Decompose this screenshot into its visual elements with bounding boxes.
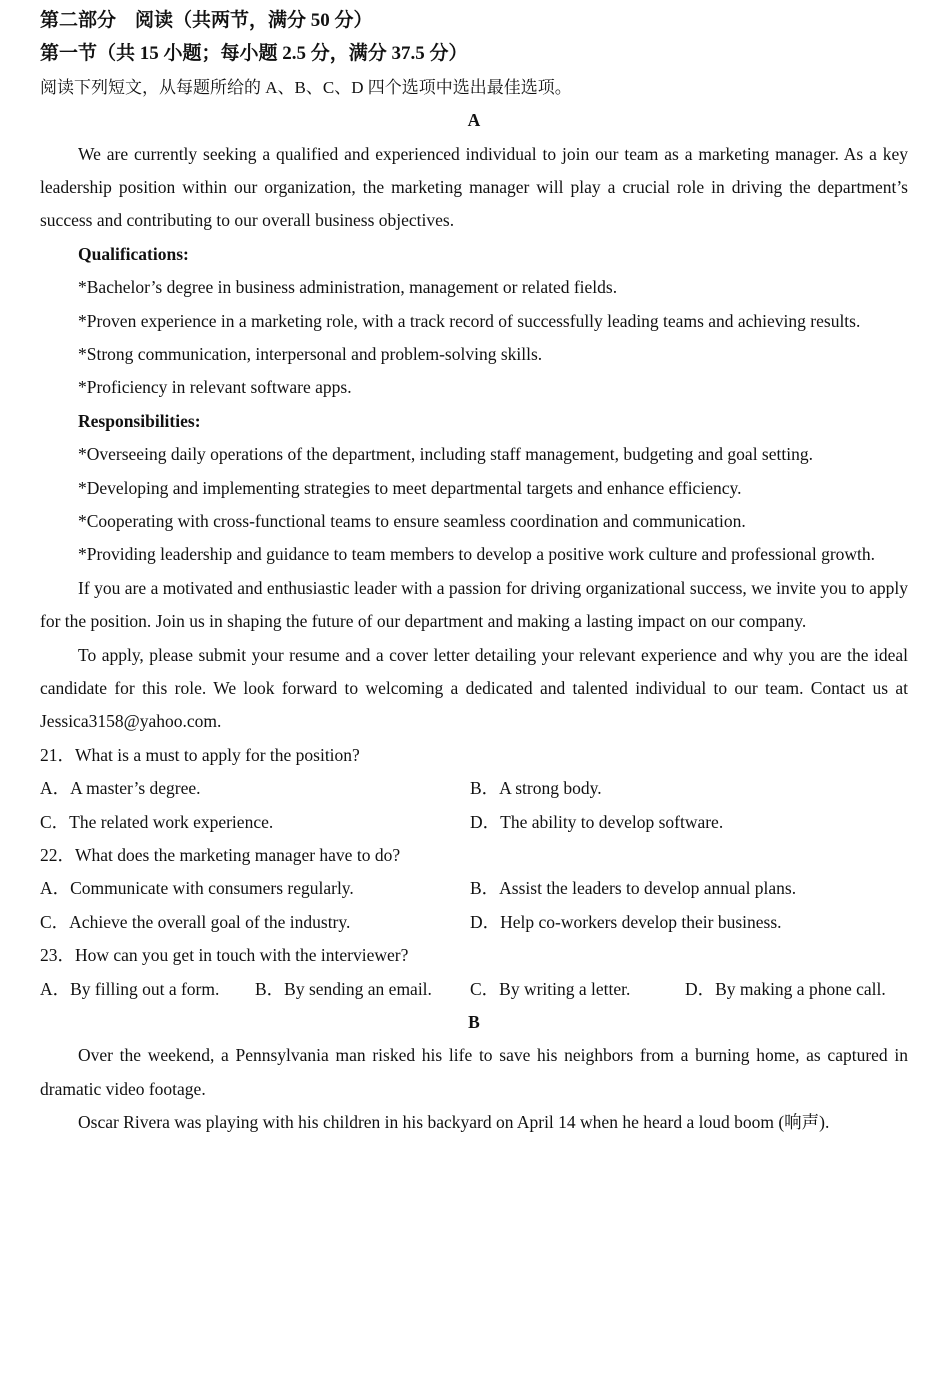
section-title: 第一节（共 15 小题；每小题 2.5 分，满分 37.5 分）: [40, 43, 468, 65]
passage-b-paragraph: Over the weekend, a Pennsylvania man risked his life to save his neighbors from a burning home, as captured in dramatic video footage.: [40, 1045, 908, 1099]
qualification-item: *Strong communication, interpersonal and problem-solving skills.: [78, 343, 543, 364]
option-b[interactable]: B．Assist the leaders to develop annual plans.: [470, 878, 797, 899]
qualification-item: *Proven experience in a marketing role, with a track record of successfully leading teams and achieving results.: [78, 310, 861, 331]
passage-a-invite: If you are a motivated and enthusiastic leader with a passion for driving organizational success, we invite you to apply for the position. Join us in shaping the future of our department and making a lasting impact on our company.: [40, 577, 908, 632]
passage-a-apply: To apply, please submit your resume and a cover letter detailing your relevant experience and why you are the ideal candidate for this role. We look forward to welcoming a dedicated and talented individual to our team. Contact us at Jessica3158@yahoo.com.: [40, 644, 908, 732]
question-23-options: [40, 973, 908, 1006]
responsibility-item: *Overseeing daily operations of the department, including staff management, budgeting and goal setting.: [78, 444, 813, 465]
instructions: 阅读下列短文，从每题所给的 A、B、C、D 四个选项中选出最佳选项。: [40, 77, 572, 97]
responsibility-item: *Cooperating with cross-functional teams to ensure seamless coordination and communication.: [78, 511, 746, 531]
option-d[interactable]: D．By making a phone call.: [685, 978, 886, 999]
question-22-options: [40, 872, 908, 905]
part-title: 第二部分 阅读（共两节，满分 50 分）: [40, 10, 373, 31]
passage-a-label: A: [467, 110, 481, 131]
passage-a-intro: We are currently seeking a qualified and experienced individual to join our team as a marketing manager. As a key leadership position within our organization, the marketing manager will play a crucial role in driving the department’s success and contributing to our overall business objectives.: [40, 143, 908, 231]
option-a[interactable]: A．A master’s degree.: [40, 778, 201, 799]
question-21-stem: 21．What is a must to apply for the position?: [40, 744, 360, 765]
question-23-stem: 23．How can you get in touch with the interviewer?: [40, 945, 409, 966]
responsibility-item: *Developing and implementing strategies to meet departmental targets and enhance efficiency.: [78, 477, 742, 498]
question-22-options-row2: [40, 906, 908, 939]
option-a[interactable]: A．Communicate with consumers regularly.: [40, 878, 354, 899]
responsibility-item: *Providing leadership and guidance to team members to develop a positive work culture and professional growth.: [78, 544, 876, 565]
option-d[interactable]: D．Help co-workers develop their business.: [470, 911, 782, 932]
option-c[interactable]: C．The related work experience.: [40, 811, 274, 832]
responsibilities-heading: Responsibilities:: [78, 410, 201, 431]
passage-b-paragraph: Oscar Rivera was playing with his children in his backyard on April 14 when he heard a loud boom (响声).: [78, 1112, 830, 1133]
option-c[interactable]: C．By writing a letter.: [470, 978, 631, 999]
option-b[interactable]: B．By sending an email.: [255, 978, 432, 999]
qualification-item: *Proficiency in relevant software apps.: [78, 377, 352, 398]
qualification-item: *Bachelor’s degree in business administration, management or related fields.: [78, 277, 618, 298]
option-d[interactable]: D．The ability to develop software.: [470, 811, 724, 832]
question-21-options: [40, 772, 908, 805]
question-22-stem: 22．What does the marketing manager have to do?: [40, 845, 401, 866]
passage-b-label: B: [468, 1011, 480, 1032]
question-21-options-row2: [40, 806, 908, 839]
option-b[interactable]: B．A strong body.: [470, 778, 602, 799]
qualifications-heading: Qualifications:: [78, 243, 189, 264]
option-c[interactable]: C．Achieve the overall goal of the industry.: [40, 911, 351, 932]
option-a[interactable]: A．By filling out a form.: [40, 978, 220, 999]
